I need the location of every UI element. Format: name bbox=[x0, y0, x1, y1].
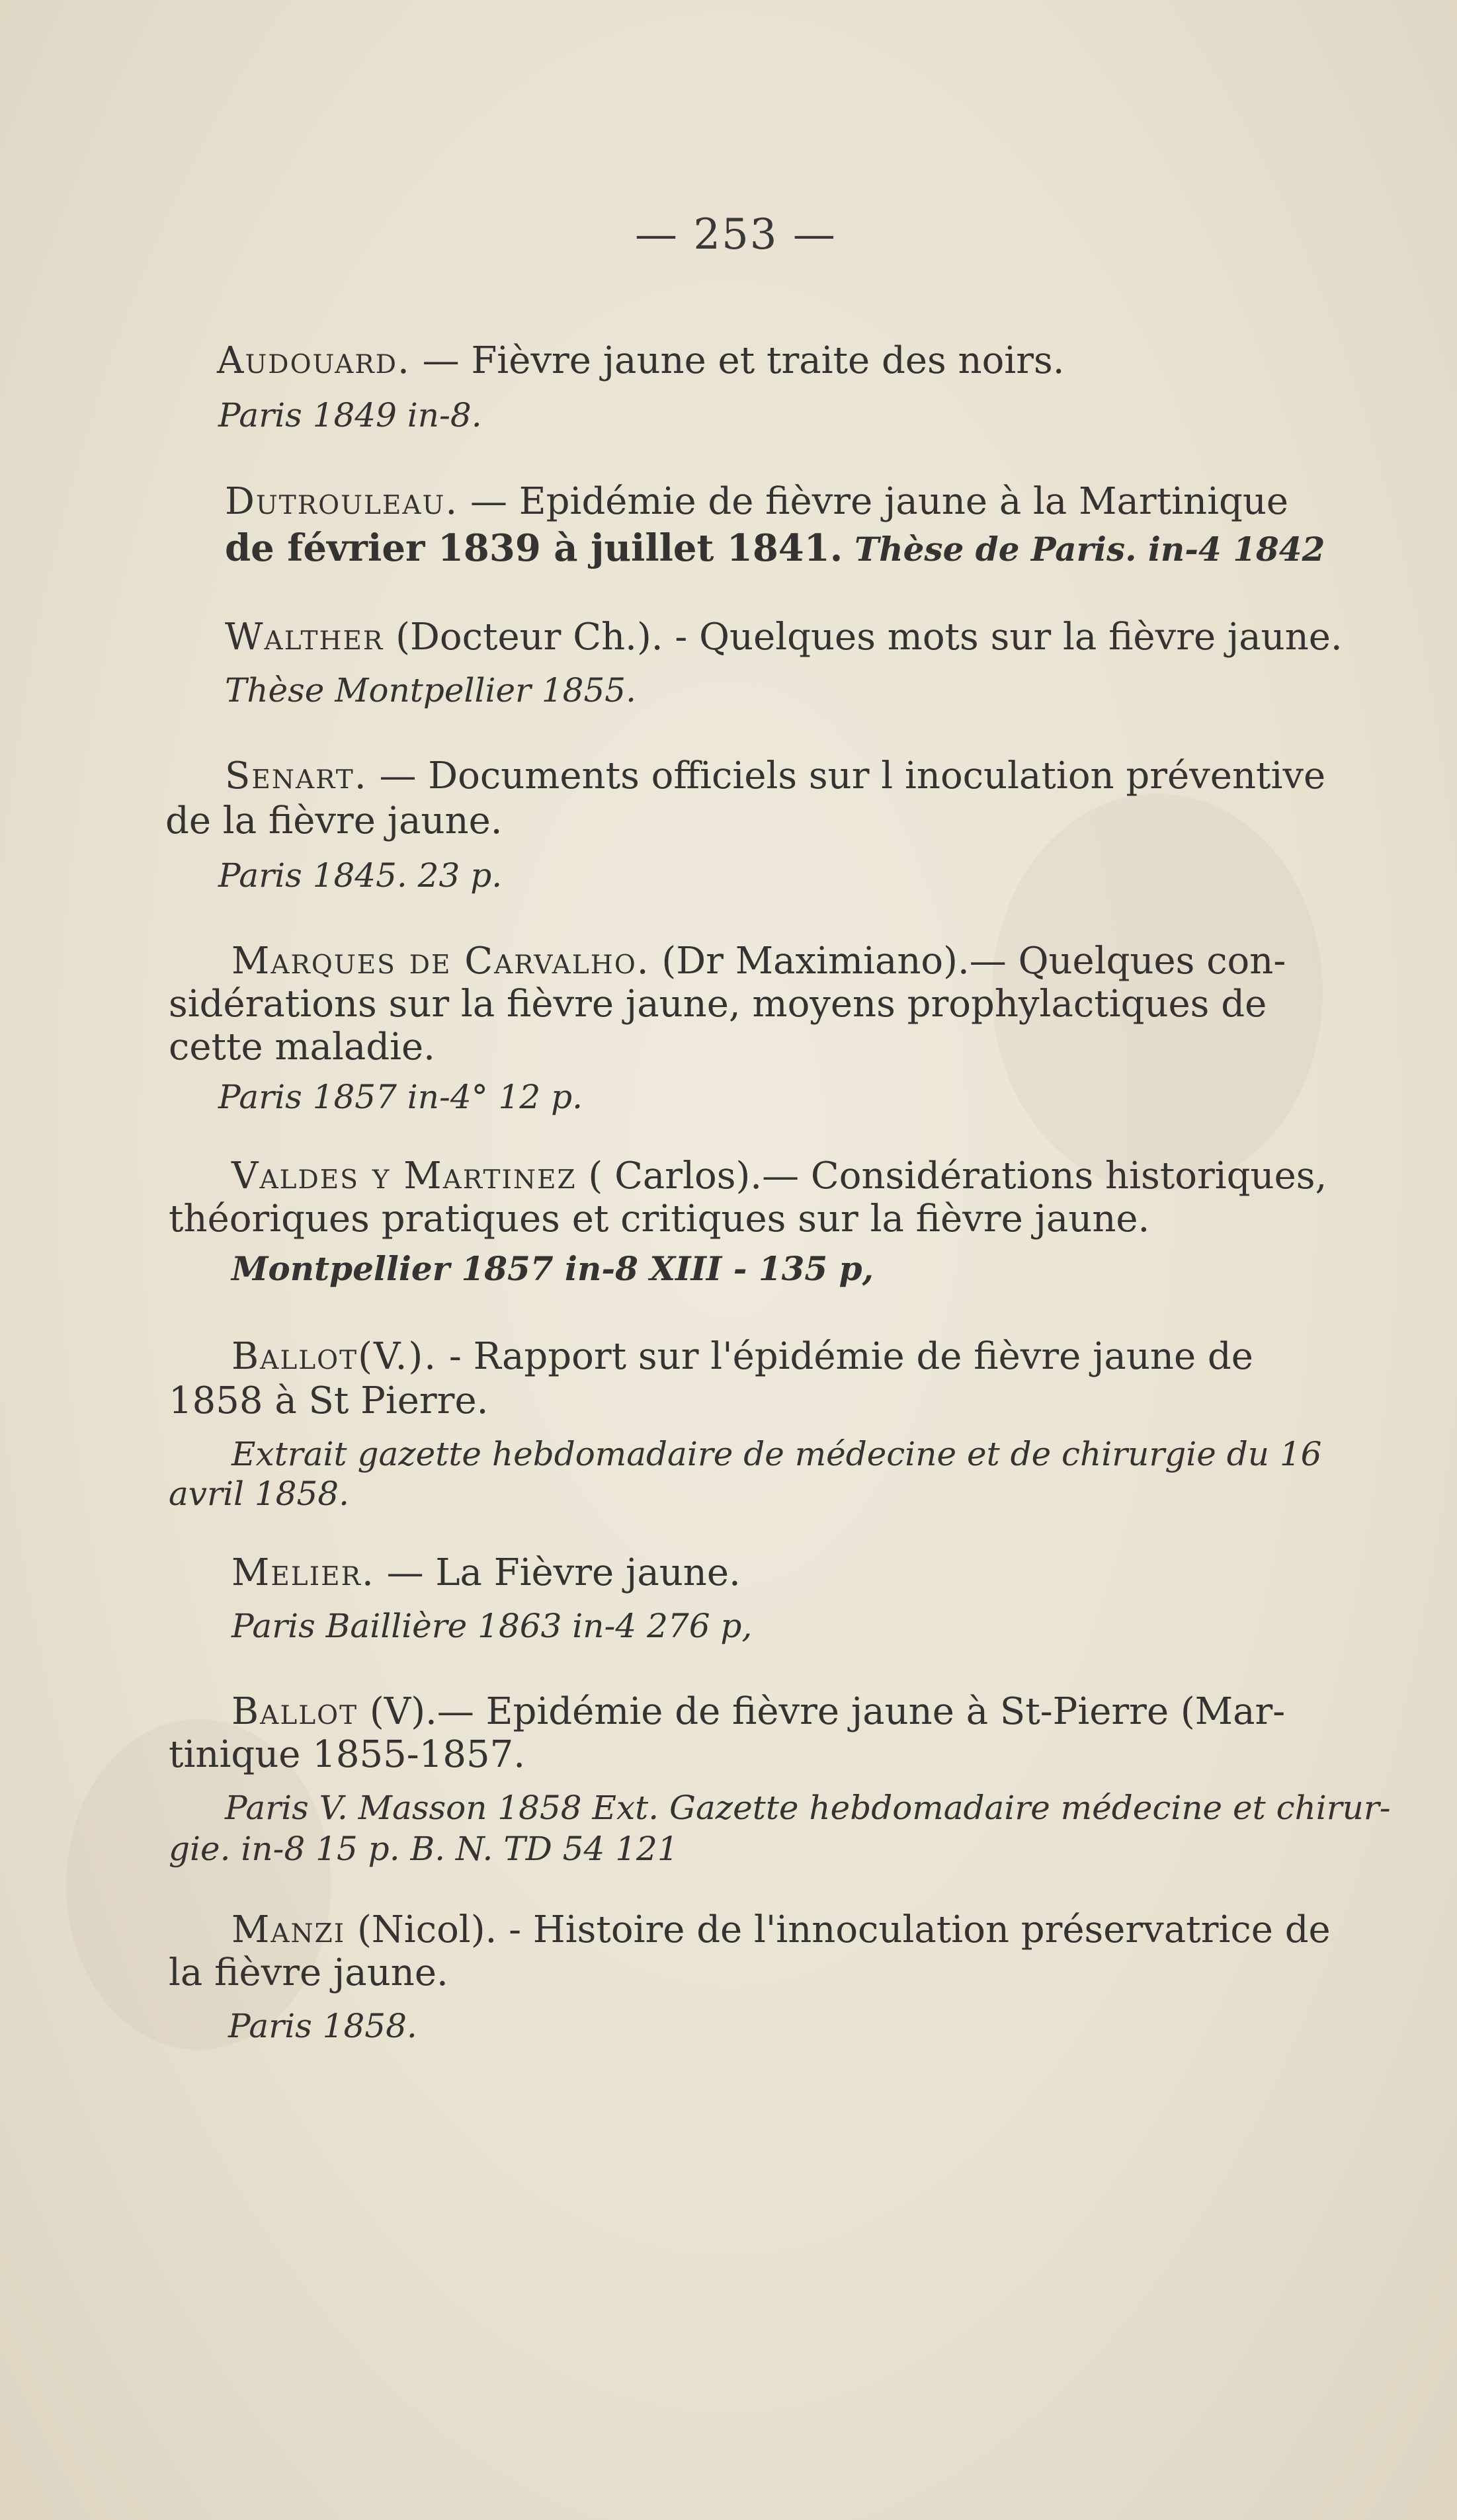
entry-publication: Montpellier 1857 in-8 XIII - 135 p, bbox=[231, 1249, 874, 1288]
entry-author: Walther bbox=[225, 616, 384, 659]
entry-publication: Thèse Montpellier 1855. bbox=[225, 671, 636, 710]
entry-publication: Paris Baillière 1863 in-4 276 p, bbox=[231, 1607, 753, 1645]
entry-publication: Paris 1845. 23 p. bbox=[218, 856, 503, 895]
entry-author: Senart. bbox=[225, 754, 368, 797]
entry-title-line: Walther (Docteur Ch.). - Quelques mots sur la fièvre jaune. bbox=[225, 616, 1343, 659]
entry-title-line: Melier. — La Fièvre jaune. bbox=[231, 1551, 741, 1594]
entry-title-line: Valdes y Martinez ( Carlos).— Considérations historiques, bbox=[231, 1155, 1327, 1198]
entry-publication: Extrait gazette hebdomadaire de médecine et de chirurgie du 16 bbox=[231, 1435, 1322, 1473]
entry-title-line: sidérations sur la fièvre jaune, moyens prophylactiques de bbox=[169, 983, 1267, 1026]
entry-title-line: cette maladie. bbox=[169, 1026, 435, 1069]
entry-author: Ballot(V.). bbox=[231, 1335, 438, 1378]
entry-author: Dutrouleau. bbox=[225, 480, 459, 523]
entry-publication: Paris 1849 in-8. bbox=[218, 396, 482, 434]
entry-author: Ballot bbox=[231, 1690, 358, 1733]
entry-title-line: de février 1839 à juillet 1841. Thèse de Paris. in-4 1842 bbox=[225, 526, 1325, 570]
entry-title-line: Dutrouleau. — Epidémie de fièvre jaune à la Martinique bbox=[225, 480, 1289, 523]
entry-publication: avril 1858. bbox=[169, 1475, 349, 1513]
entry-author: Melier. bbox=[231, 1551, 375, 1594]
entry-publication: Paris V. Masson 1858 Ext. Gazette hebdomadaire médecine et chirur- bbox=[225, 1789, 1391, 1827]
entry-title-line: théoriques pratiques et critiques sur la fièvre jaune. bbox=[169, 1198, 1150, 1240]
entry-publication: Paris 1857 in-4° 12 p. bbox=[218, 1078, 583, 1116]
entry-author: Audouard. bbox=[217, 339, 411, 382]
entry-title-line: la fièvre jaune. bbox=[169, 1951, 448, 1994]
entry-author: Manzi bbox=[231, 1908, 346, 1951]
entry-title-line: 1858 à St Pierre. bbox=[169, 1379, 489, 1422]
entry-title-line: Audouard. — Fièvre jaune et traite des noirs. bbox=[217, 339, 1065, 382]
entry-title-line: de la fièvre jaune. bbox=[165, 799, 503, 842]
entry-title-line: Ballot (V).— Epidémie de fièvre jaune à St-Pierre (Mar- bbox=[231, 1690, 1286, 1733]
entry-title-line: Ballot(V.). - Rapport sur l'épidémie de fièvre jaune de bbox=[231, 1335, 1253, 1378]
entry-title-line: Manzi (Nicol). - Histoire de l'innoculation préservatrice de bbox=[231, 1908, 1331, 1951]
page-number: — 253 — bbox=[635, 210, 837, 259]
entry-author: Marques de Carvalho. bbox=[231, 940, 650, 983]
entry-publication: gie. in-8 15 p. B. N. TD 54 121 bbox=[169, 1830, 679, 1868]
entry-title-line: tinique 1855-1857. bbox=[169, 1733, 525, 1776]
entry-author: Valdes y Martinez bbox=[231, 1155, 577, 1198]
entry-title-line: Marques de Carvalho. (Dr Maximiano).— Quelques con- bbox=[231, 940, 1286, 983]
entry-title-line: Senart. — Documents officiels sur l inoculation préventive bbox=[225, 754, 1326, 797]
entry-publication: Paris 1858. bbox=[228, 2007, 417, 2045]
